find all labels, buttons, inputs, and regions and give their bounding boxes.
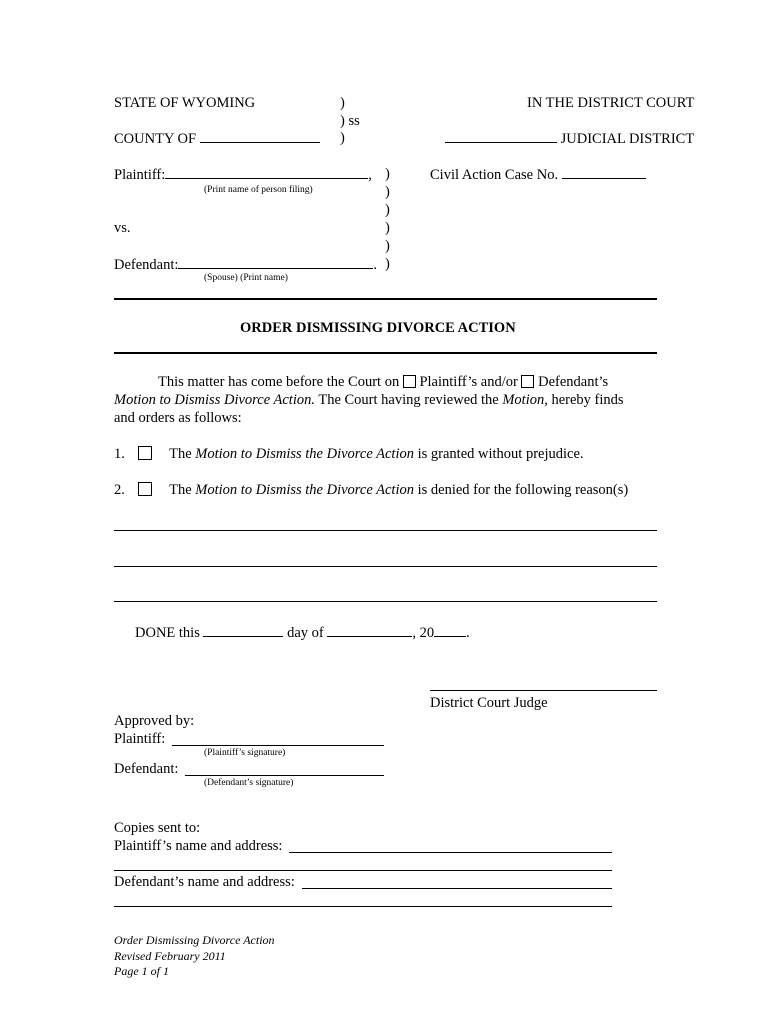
ss-label: ss [348, 113, 360, 129]
hereby-finds-text: , hereby finds [544, 392, 624, 408]
caption-paren: ) [385, 256, 390, 272]
plaintiff-address-line-2[interactable] [114, 870, 612, 871]
paren: ) [340, 113, 345, 129]
footer-form-name: Order Dismissing Divorce Action [114, 933, 275, 947]
plaintiff-address-line[interactable] [289, 852, 612, 853]
item-suffix: is denied for the following reason(s) [417, 482, 629, 498]
defendant-address-line[interactable] [302, 888, 612, 889]
defendant-checkbox[interactable] [521, 375, 534, 388]
reason-line-2[interactable] [114, 566, 657, 567]
plaintiff-checkbox[interactable] [403, 375, 416, 388]
motion-title: Motion to Dismiss Divorce Action. [114, 392, 315, 408]
vs-label: vs. [114, 220, 131, 236]
item-prefix: The [169, 482, 192, 498]
plaintiff-address-label: Plaintiff’s name and address: [114, 838, 283, 854]
case-number-field[interactable] [562, 167, 646, 179]
caption-paren: ) [385, 202, 390, 218]
court-having-text: The Court having reviewed the [314, 392, 499, 408]
item-number: 2. [114, 482, 125, 498]
judge-signature-line[interactable] [430, 690, 657, 691]
judicial-district-label: JUDICIAL DISTRICT [560, 131, 695, 147]
district-number-field[interactable] [445, 131, 557, 143]
item-1 [114, 446, 584, 462]
county-field[interactable] [200, 131, 320, 143]
district-line [445, 131, 694, 147]
plaintiff-line: Plaintiff: , [114, 167, 372, 183]
caption-paren: ) [385, 238, 390, 254]
defendant-address-label: Defendant’s name and address: [114, 874, 295, 890]
deny-checkbox[interactable] [138, 482, 152, 496]
defendant-sig-hint: (Defendant’s signature) [204, 778, 294, 788]
plaintiff-label: Plaintiff: [114, 167, 166, 183]
item-suffix: is granted without prejudice. [417, 446, 584, 462]
item-2 [114, 482, 628, 498]
caption-paren: ) [385, 184, 390, 200]
plaintiff-signature-line[interactable] [172, 745, 384, 746]
motion-word: Motion [502, 392, 545, 408]
day-of-label: day of [287, 625, 324, 641]
done-this-label: DONE this [135, 625, 200, 641]
defendants-label: Defendant’s [538, 374, 609, 390]
intro-line-2 [114, 393, 624, 408]
defendant-label: Defendant: [114, 257, 179, 273]
footer-page: Page 1 of 1 [114, 964, 169, 978]
done-line [135, 625, 470, 641]
reason-line-1[interactable] [114, 530, 657, 531]
footer-revised: Revised February 2011 [114, 948, 226, 963]
civil-action-line [430, 167, 646, 183]
county-label: COUNTY OF [114, 131, 197, 147]
month-field[interactable] [327, 625, 412, 637]
defendant-line: Defendant: . [114, 257, 378, 273]
caption-paren-ss [340, 114, 360, 129]
item-motion: Motion to Dismiss the Divorce Action [195, 482, 414, 498]
plaintiffs-andor-label: Plaintiff’s and/or [419, 374, 518, 390]
defendant-address-line-2[interactable] [114, 906, 612, 907]
item-motion: Motion to Dismiss the Divorce Action [195, 446, 414, 462]
caption-paren: ) [385, 166, 390, 182]
item-number: 1. [114, 446, 125, 462]
day-field[interactable] [203, 625, 283, 637]
defendant-name-field[interactable] [178, 257, 373, 269]
plaintiff-sig-hint: (Plaintiff’s signature) [204, 748, 286, 758]
footer [114, 933, 275, 980]
plaintiff-name-field[interactable] [165, 167, 368, 179]
period: . [466, 625, 470, 641]
approved-by-label: Approved by: [114, 713, 195, 729]
orders-line: and orders as follows: [114, 410, 242, 426]
item-prefix: The [169, 446, 192, 462]
title-bottom-rule [114, 352, 657, 354]
plaintiff-hint: (Print name of person filing) [204, 185, 313, 195]
caption-paren: ) [340, 95, 345, 111]
court-label: IN THE DISTRICT COURT [527, 95, 695, 111]
county-line [114, 131, 320, 147]
title-top-rule [114, 298, 657, 300]
caption-paren: ) [385, 220, 390, 236]
year-prefix: , 20 [412, 625, 435, 641]
judge-label: District Court Judge [430, 695, 548, 711]
grant-checkbox[interactable] [138, 446, 152, 460]
approval-defendant-label: Defendant: [114, 761, 179, 777]
caption-paren: ) [340, 130, 345, 146]
year-field[interactable] [434, 625, 466, 637]
reason-line-3[interactable] [114, 601, 657, 602]
civil-action-label: Civil Action Case No. [430, 167, 559, 183]
intro-line-1 [158, 375, 608, 390]
intro-text: This matter has come before the Court on [158, 374, 400, 390]
page-title: ORDER DISMISSING DIVORCE ACTION [240, 320, 516, 336]
approval-plaintiff-label: Plaintiff: [114, 731, 166, 747]
defendant-hint: (Spouse) (Print name) [204, 273, 288, 283]
defendant-signature-line[interactable] [185, 775, 384, 776]
state-label: STATE OF WYOMING [114, 95, 256, 111]
copies-sent-label: Copies sent to: [114, 820, 201, 836]
